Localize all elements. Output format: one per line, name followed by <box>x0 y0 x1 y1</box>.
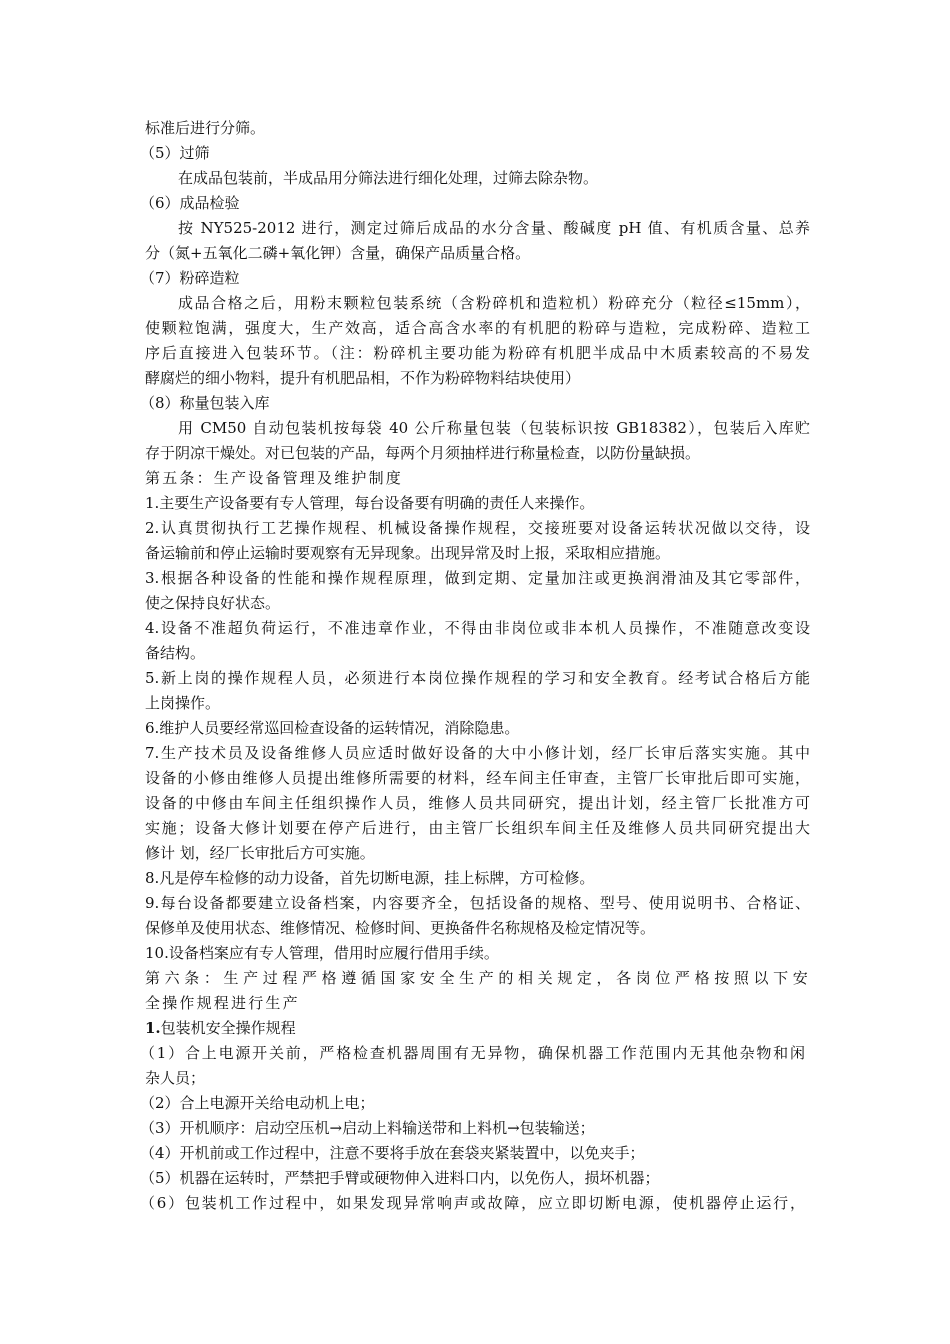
text-line: 保修单及使用状态、维修情况、检修时间、更换备件名称规格及检定情况等。 <box>145 919 656 937</box>
text-line: 设备的小修由维修人员提出维修所需要的材料，经车间主任审查，主管厂长审批后即可实施， <box>145 769 810 787</box>
list-item: 7.生产技术员及设备维修人员应适时做好设备的大中小修计划，经厂长审后落实实施。其中 <box>145 744 810 762</box>
list-item: 9.每台设备都要建立设备档案，内容要齐全，包括设备的规格、型号、使用说明书、合格证、 <box>145 894 810 912</box>
text-line: 设备的中修由车间主任组织操作人员，维修人员共同研究，提出计划，经主管厂长批准方可 <box>145 794 810 812</box>
text-line: 杂人员； <box>145 1069 206 1087</box>
article-heading: 全操作规程进行生产 <box>145 994 300 1012</box>
article-heading: 第五条：生产设备管理及维护制度 <box>145 469 404 487</box>
list-item: 8.凡是停车检修的动力设备，首先切断电源，挂上标牌，方可检修。 <box>145 869 595 887</box>
list-item: （1）合上电源开关前，严格检查机器周围有无异物，确保机器工作范围内无其他杂物和闲 <box>140 1044 805 1062</box>
list-item: 4.设备不准超负荷运行，不准违章作业，不得由非岗位或非本机人员操作，不准随意改变设 <box>145 619 810 637</box>
section-heading: （5）过筛 <box>140 144 210 162</box>
list-item: （6）包装机工作过程中，如果发现异常响声或故障，应立即切断电源，使机器停止运行， <box>140 1194 805 1212</box>
list-item: 3.根据各种设备的性能和操作规程原理，做到定期、定量加注或更换润滑油及其它零部件， <box>145 569 810 587</box>
list-item: （4）开机前或工作过程中，注意不要将手放在套袋夹紧装置中，以免夹手； <box>140 1144 645 1162</box>
text-line: 成品合格之后，用粉末颗粒包装系统（含粉碎机和造粒机）粉碎充分（粒径≤15mm）， <box>178 294 810 312</box>
text-line: 标准后进行分筛。 <box>145 119 266 137</box>
text-line: 使颗粒饱满，强度大，生产效高，适合高含水率的有机肥的粉碎与造粒，完成粉碎、造粒工 <box>145 319 810 337</box>
text-line: 使之保持良好状态。 <box>145 594 281 612</box>
text-line: 修计 划，经厂长审批后方可实施。 <box>145 844 375 862</box>
list-item: 5.新上岗的操作规程人员，必须进行本岗位操作规程的学习和安全教育。经考试合格后方能 <box>145 669 810 687</box>
text-line: 存于阴凉干燥处。对已包装的产品，每两个月须抽样进行称量检查，以防份量缺损。 <box>145 444 701 462</box>
procedure-heading: 1.包装机安全操作规程 <box>145 1019 296 1037</box>
text-line: 上岗操作。 <box>145 694 221 712</box>
text-line: 酵腐烂的细小物料，提升有机肥品相，不作为粉碎物料结块使用） <box>145 369 581 387</box>
list-item: 10.设备档案应有专人管理，借用时应履行借用手续。 <box>145 944 499 962</box>
text-line: 用 CM50 自动包装机按每袋 40 公斤称量包装（包装标识按 GB18382），包装后入库贮 <box>178 419 810 437</box>
list-item: （5）机器在运转时，严禁把手臂或硬物伸入进料口内，以免伤人，损坏机器； <box>140 1169 660 1187</box>
text-line: 按 NY525-2012 进行，测定过筛后成品的水分含量、酸碱度 pH 值、有机质含量、总养 <box>178 219 810 237</box>
section-heading: （8）称量包装入库 <box>140 394 270 412</box>
list-item: 1.主要生产设备要有专人管理，每台设备要有明确的责任人来操作。 <box>145 494 595 512</box>
list-item: 2.认真贯彻执行工艺操作规程、机械设备操作规程，交接班要对设备运转状况做以交待，设 <box>145 519 810 537</box>
text-line: 序后直接进入包装环节。（注：粉碎机主要功能为粉碎有机肥半成品中木质素较高的不易发 <box>145 344 810 362</box>
section-heading: （6）成品检验 <box>140 194 240 212</box>
text-line: 在成品包装前，半成品用分筛法进行细化处理，过筛去除杂物。 <box>178 169 599 187</box>
article-heading: 第六条：生产过程严格遵循国家安全生产的相关规定，各岗位严格按照以下安 <box>145 969 810 987</box>
list-item: 6.维护人员要经常巡回检查设备的运转情况，消除隐患。 <box>145 719 520 737</box>
text-line: 备运输前和停止运输时要观察有无异现象。出现异常及时上报，采取相应措施。 <box>145 544 671 562</box>
text-line: 备结构。 <box>145 644 206 662</box>
list-item: （3）开机顺序：启动空压机→启动上料输送带和上料机→包装输送； <box>140 1119 595 1137</box>
section-heading: （7）粉碎造粒 <box>140 269 240 287</box>
text-line: 实施；设备大修计划要在停产后进行，由主管厂长组织车间主任及维修人员共同研究提出大 <box>145 819 810 837</box>
list-item: （2）合上电源开关给电动机上电； <box>140 1094 375 1112</box>
text-line: 分（氮+五氧化二磷+氧化钾）含量，确保产品质量合格。 <box>145 244 531 262</box>
